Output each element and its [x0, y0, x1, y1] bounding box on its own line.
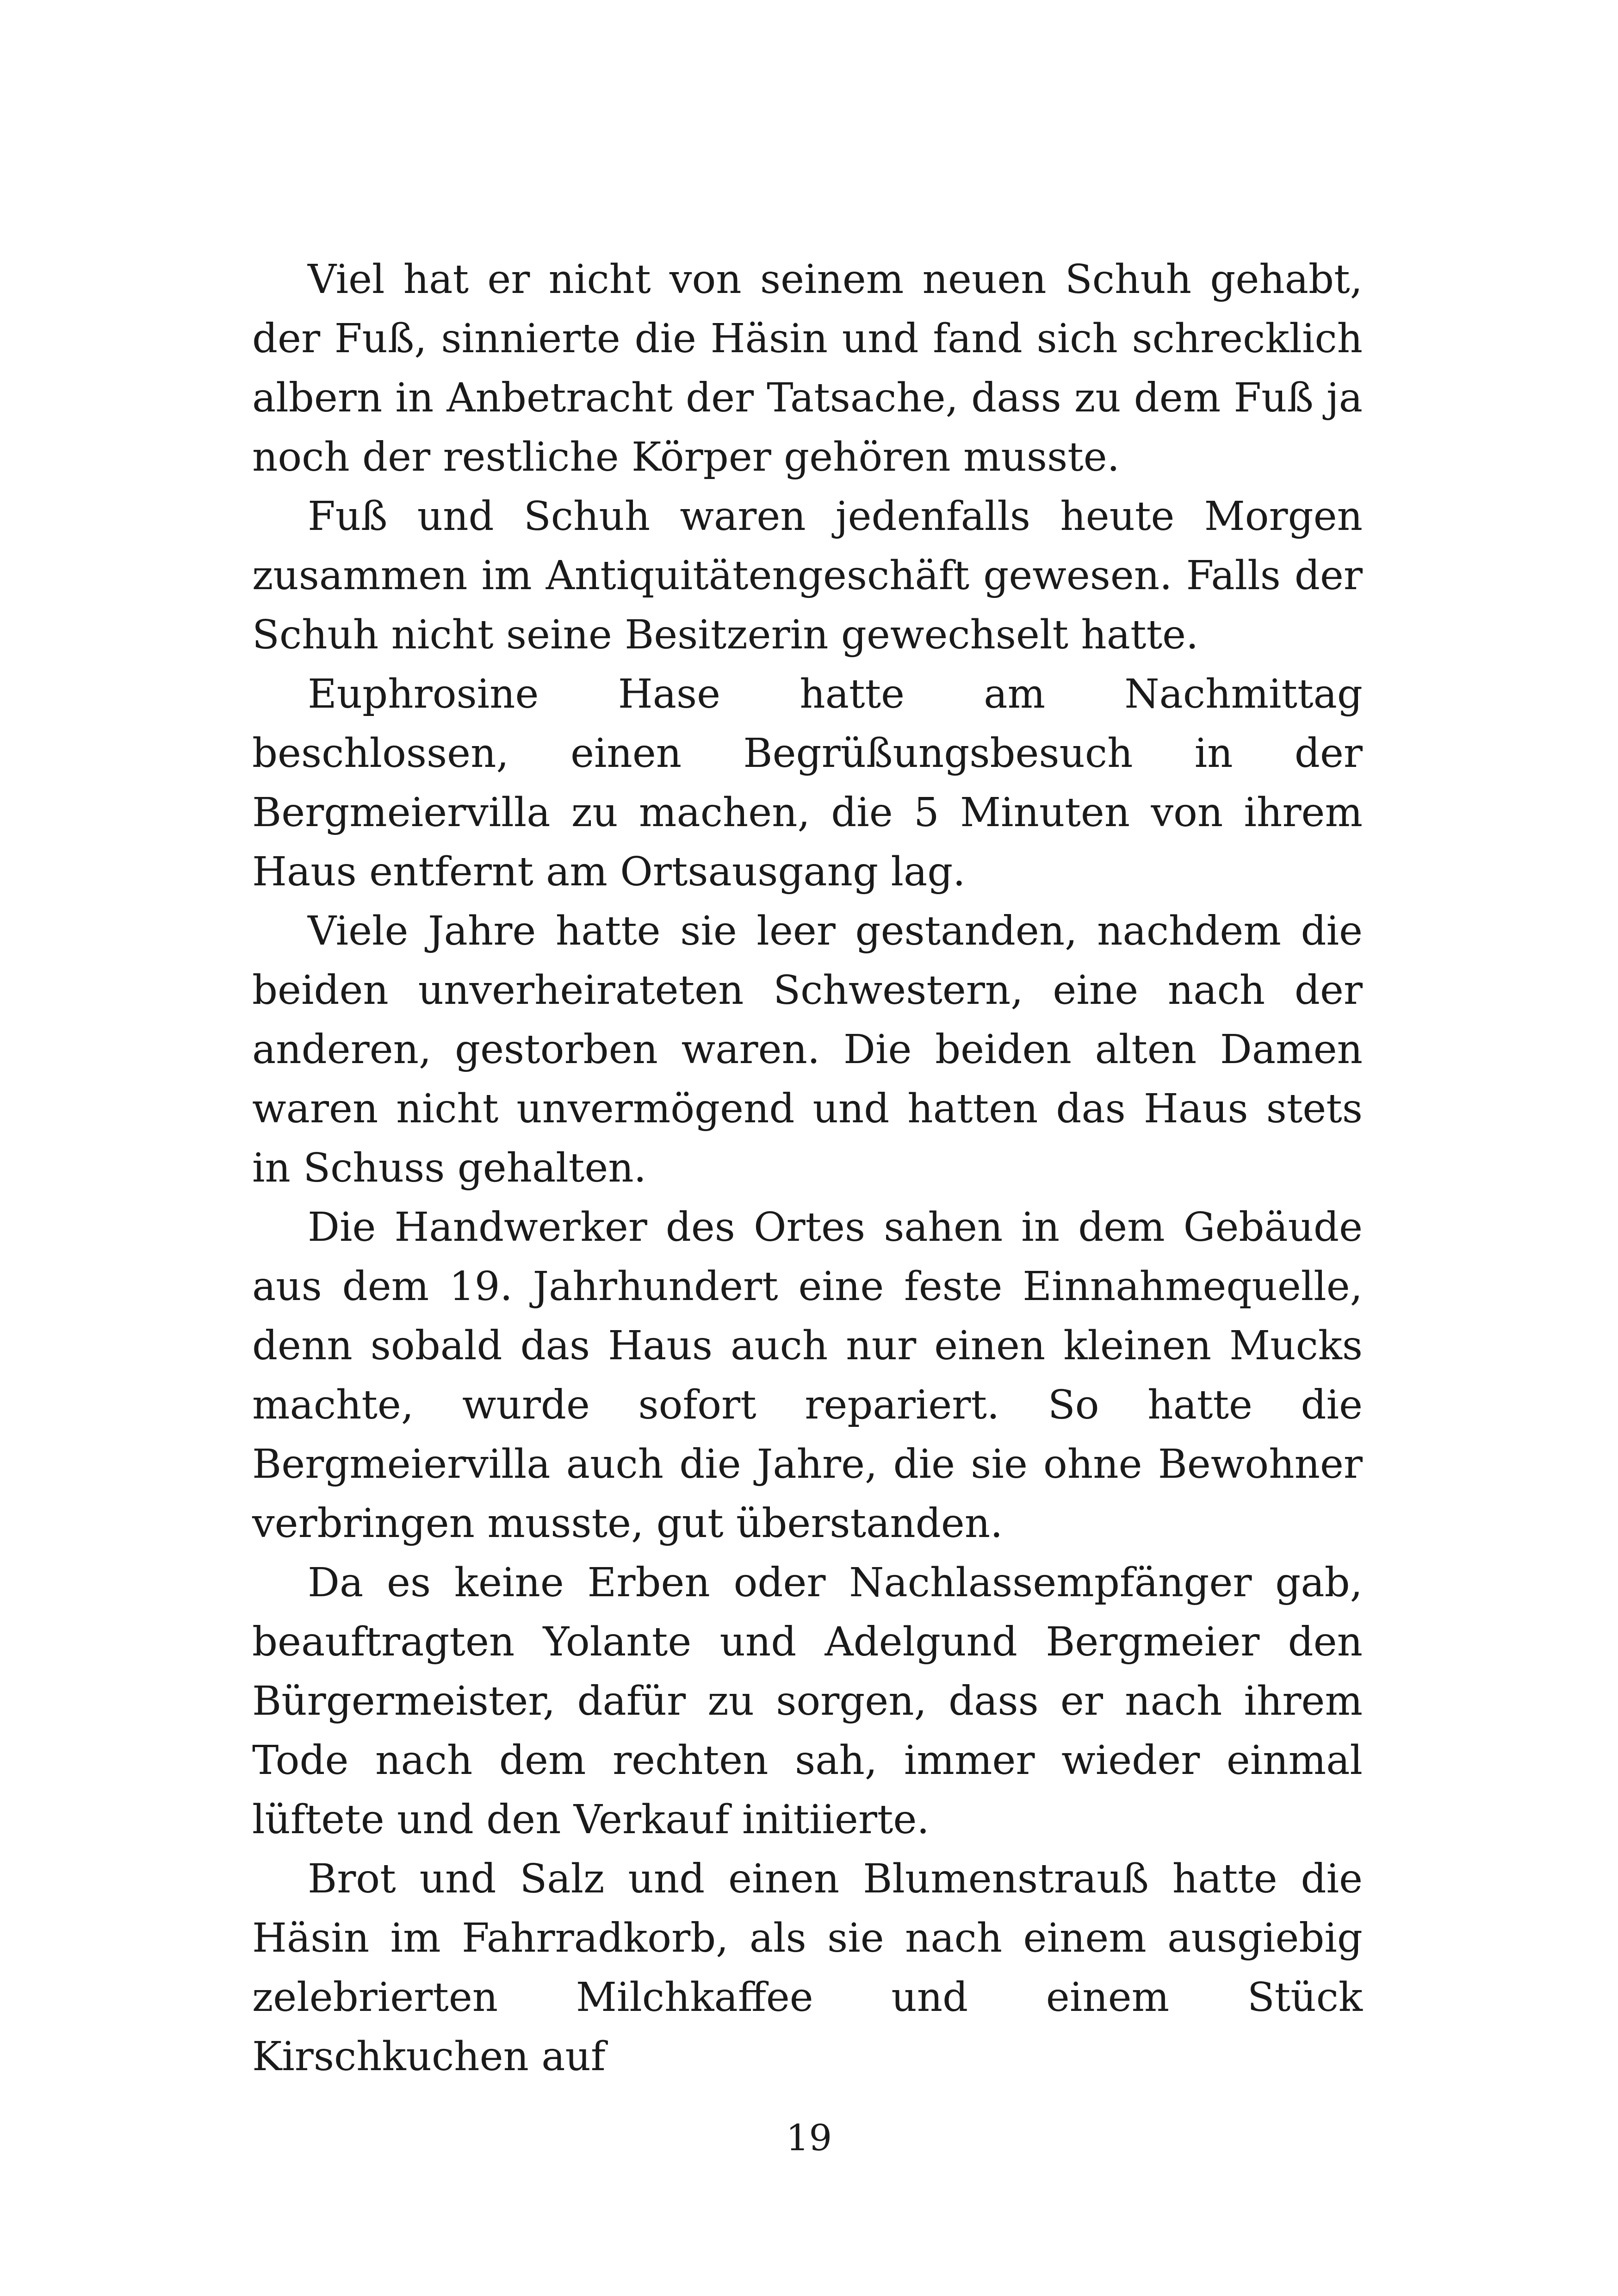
paragraph-4: Viele Jahre hatte sie leer gestanden, nachdem die beiden unverheirateten Schwestern, eine nach der anderen, gestorben waren. Die beiden alten Damen waren nicht unvermögend und hatten das Haus stets in Schuss gehalten.	[252, 908, 1363, 1191]
paragraph-6: Da es keine Erben oder Nachlassempfänger gab, beauftragten Yolante und Adelgund Bergmeier den Bürgermeister, dafür zu sorgen, dass er nach ihrem Tode nach dem rechten sah, immer wieder einmal lüftete und den Verkauf initiierte.	[252, 1560, 1363, 1843]
paragraph-5: Die Handwerker des Ortes sahen in dem Gebäude aus dem 19. Jahrhundert eine feste Einnahmequelle, denn sobald das Haus auch nur einen kleinen Mucks machte, wurde sofort repariert. So hatte die Bergmeiervilla auch die Jahre, die sie ohne Bewohner verbringen musste, gut überstanden.	[252, 1204, 1363, 1547]
page-number: 19	[786, 2117, 832, 2159]
paragraph-2: Fuß und Schuh waren jedenfalls heute Morgen zusammen im Antiquitätengeschäft gewesen. Falls der Schuh nicht seine Besitzerin gewechselt hatte.	[252, 493, 1363, 658]
paragraph-1: Viel hat er nicht von seinem neuen Schuh gehabt, der Fuß, sinnierte die Häsin und fand sich schrecklich albern in Anbetracht der Tatsache, dass zu dem Fuß ja noch der restliche Körper gehören musste.	[252, 256, 1363, 480]
paragraph-7: Brot und Salz und einen Blumenstrauß hatte die Häsin im Fahrradkorb, als sie nach einem ausgiebig zelebrierten Milchkaffee und einem Stück Kirschkuchen auf	[252, 1856, 1363, 2080]
body-text	[252, 250, 1363, 2086]
paragraph-3: Euphrosine Hase hatte am Nachmittag beschlossen, einen Begrüßungsbesuch in der Bergmeiervilla zu machen, die 5 Minuten von ihrem Haus entfernt am Ortsausgang lag.	[252, 671, 1363, 895]
